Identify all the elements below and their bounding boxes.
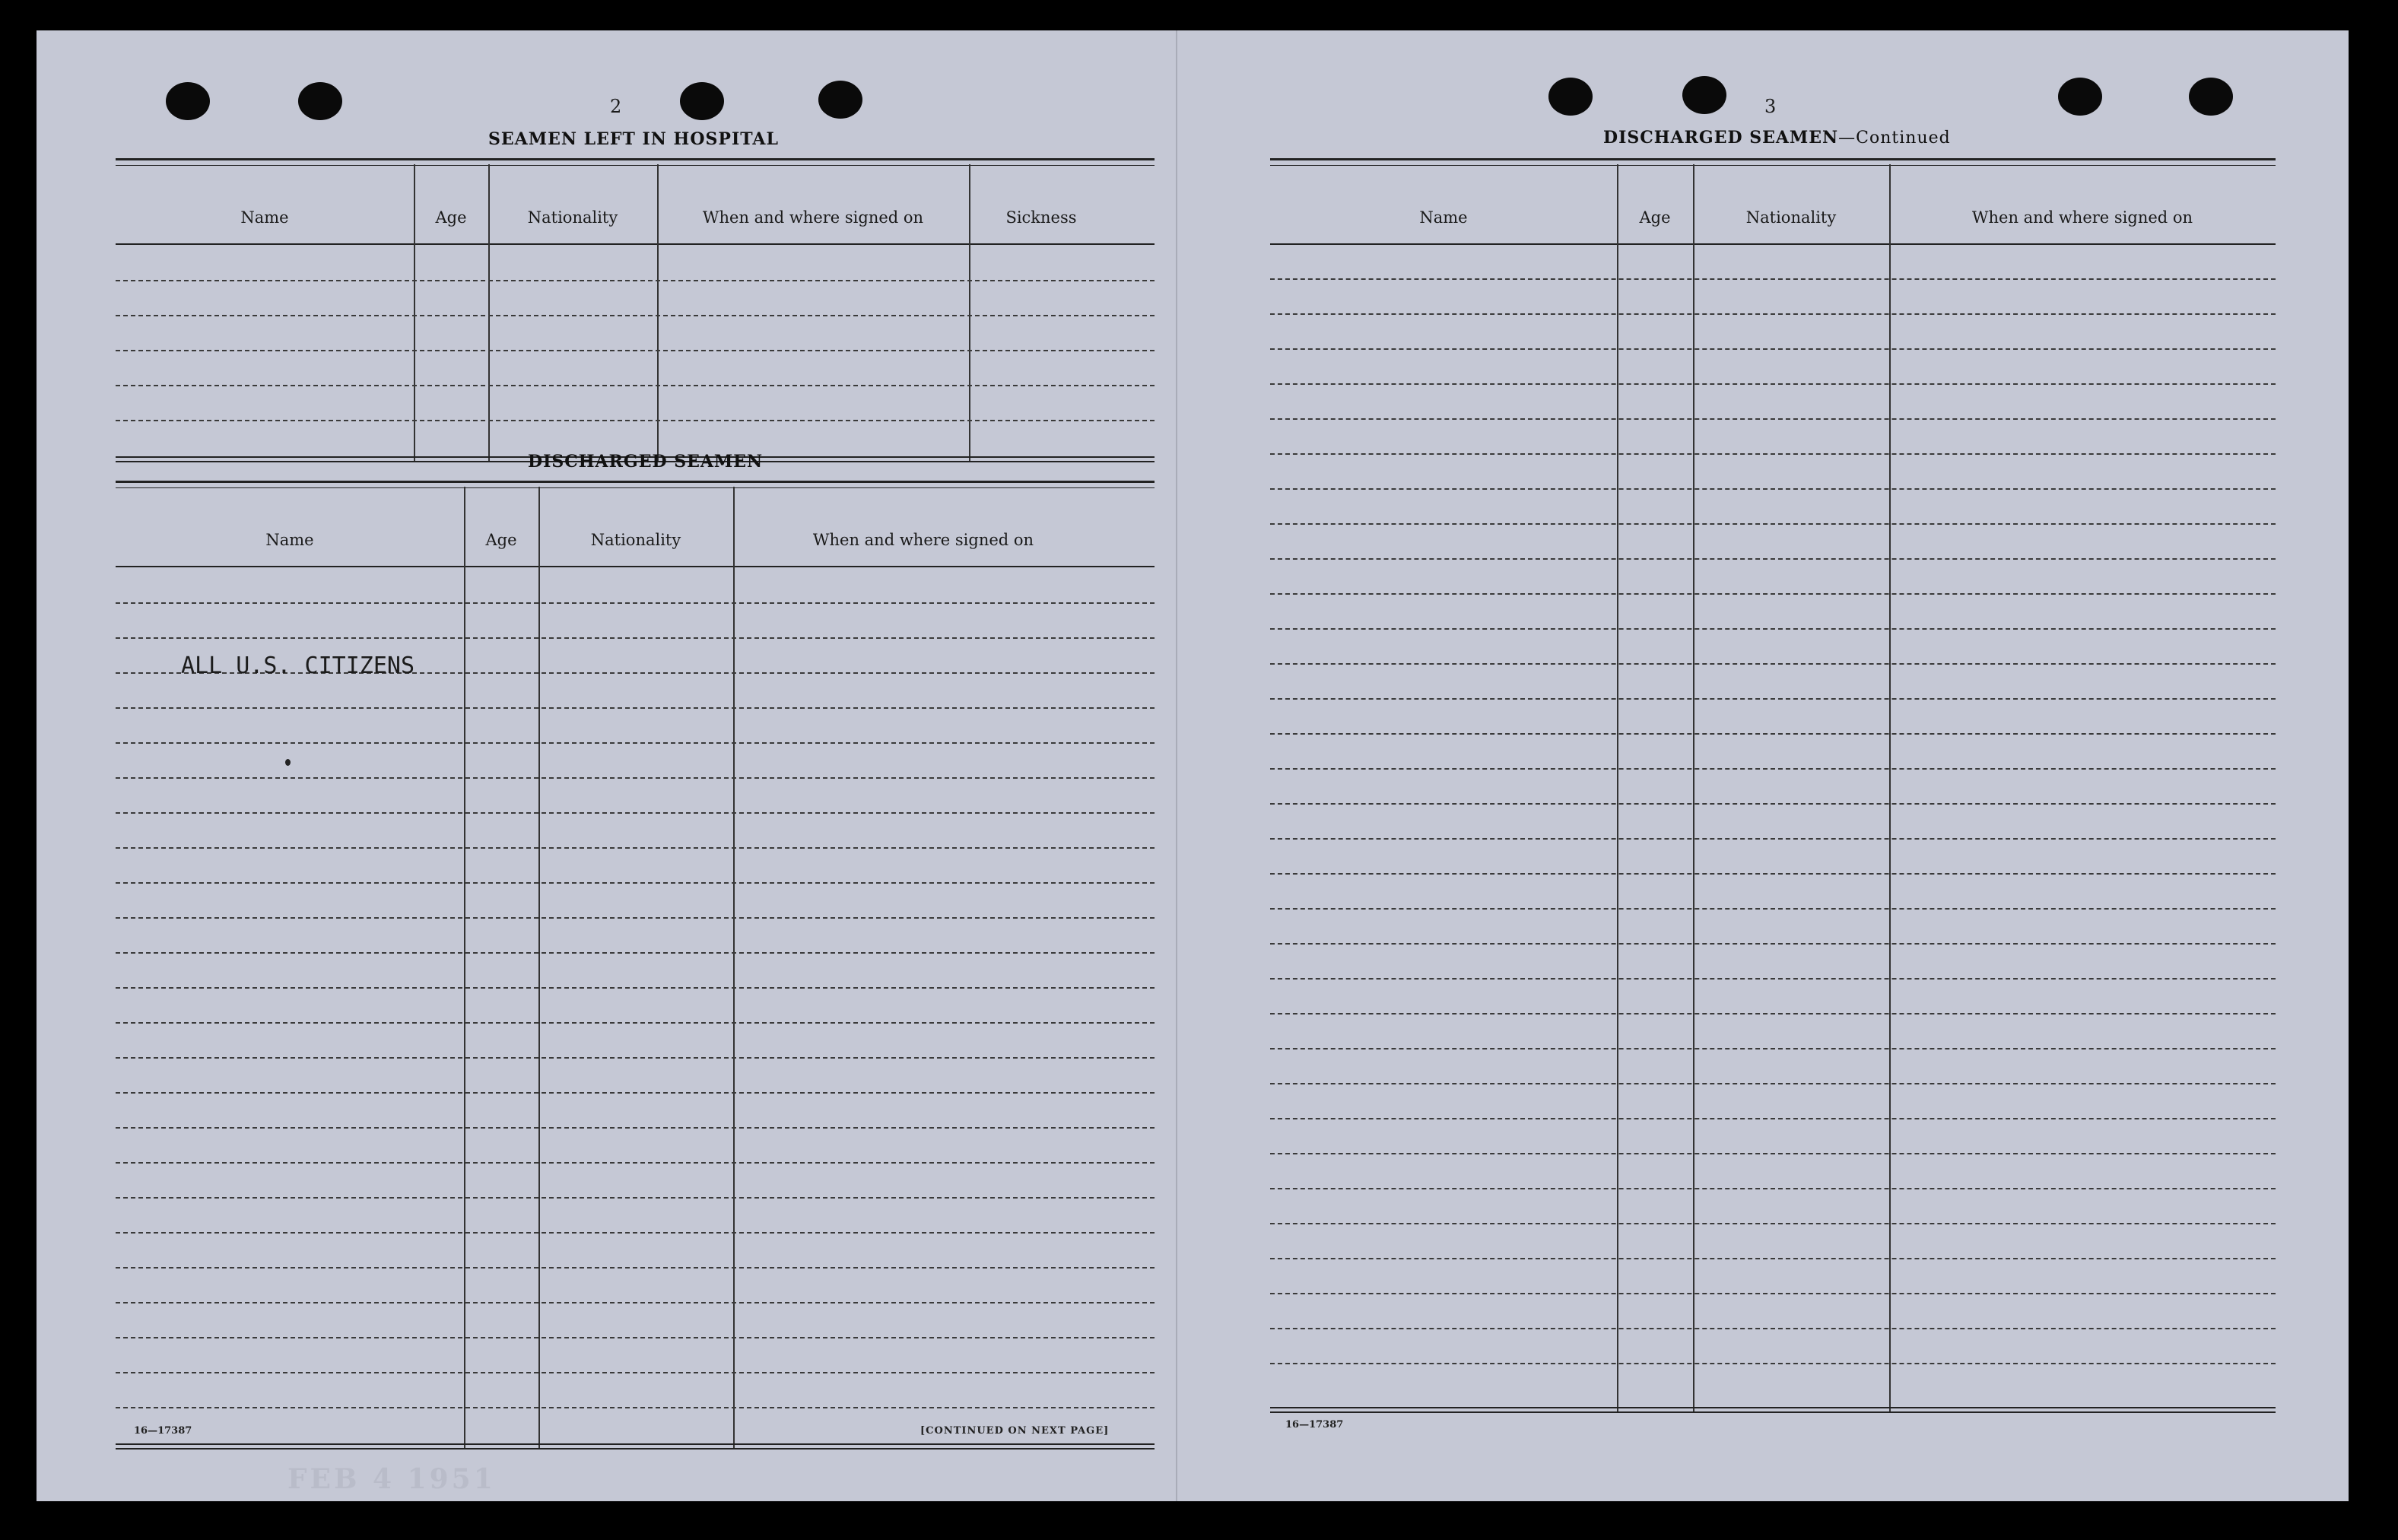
page-number: 3 [1764, 96, 1777, 117]
column-header-signed-on: When and where signed on [812, 531, 1034, 549]
form-number: 16—17387 [1285, 1419, 1344, 1430]
faint-date-stamp: FEB 4 1951 [287, 1463, 496, 1495]
column-header-signed-on: When and where signed on [702, 208, 924, 227]
punch-hole [2189, 78, 2233, 116]
column-header-signed-on: When and where signed on [1971, 208, 2193, 227]
column-header-age: Age [435, 208, 467, 227]
hospital-table [116, 158, 1155, 462]
right-page [1176, 30, 2349, 1501]
continued-note: [CONTINUED ON NEXT PAGE] [920, 1425, 1110, 1437]
discharged-continued-title: DISCHARGED SEAMEN—Continued [1603, 128, 1951, 148]
discharged-continued-table [1270, 158, 2276, 1443]
punch-hole [818, 81, 862, 119]
ink-speck [285, 759, 291, 766]
column-header-age: Age [1639, 208, 1671, 227]
form-number: 16—17387 [134, 1425, 192, 1437]
column-header-nationality: Nationality [1745, 208, 1837, 227]
column-header-sickness: Sickness [1005, 208, 1077, 227]
column-header-nationality: Nationality [590, 531, 681, 549]
punch-hole [1548, 78, 1593, 116]
column-header-age: Age [485, 531, 517, 549]
punch-hole [166, 82, 210, 120]
typed-entry: ALL U.S. CITIZENS [181, 653, 415, 679]
discharged-table [116, 481, 1155, 1451]
left-page [37, 30, 1209, 1501]
column-header-name: Name [240, 208, 289, 227]
punch-hole [2058, 78, 2102, 116]
column-header-nationality: Nationality [527, 208, 618, 227]
column-header-name: Name [1419, 208, 1468, 227]
punch-hole [298, 82, 342, 120]
hospital-section-title: SEAMEN LEFT IN HOSPITAL [488, 129, 779, 149]
column-header-name: Name [265, 531, 314, 549]
page-number: 2 [610, 96, 622, 117]
punch-hole [680, 82, 724, 120]
punch-hole [1682, 76, 1726, 114]
discharged-section-title: DISCHARGED SEAMEN [528, 452, 764, 472]
